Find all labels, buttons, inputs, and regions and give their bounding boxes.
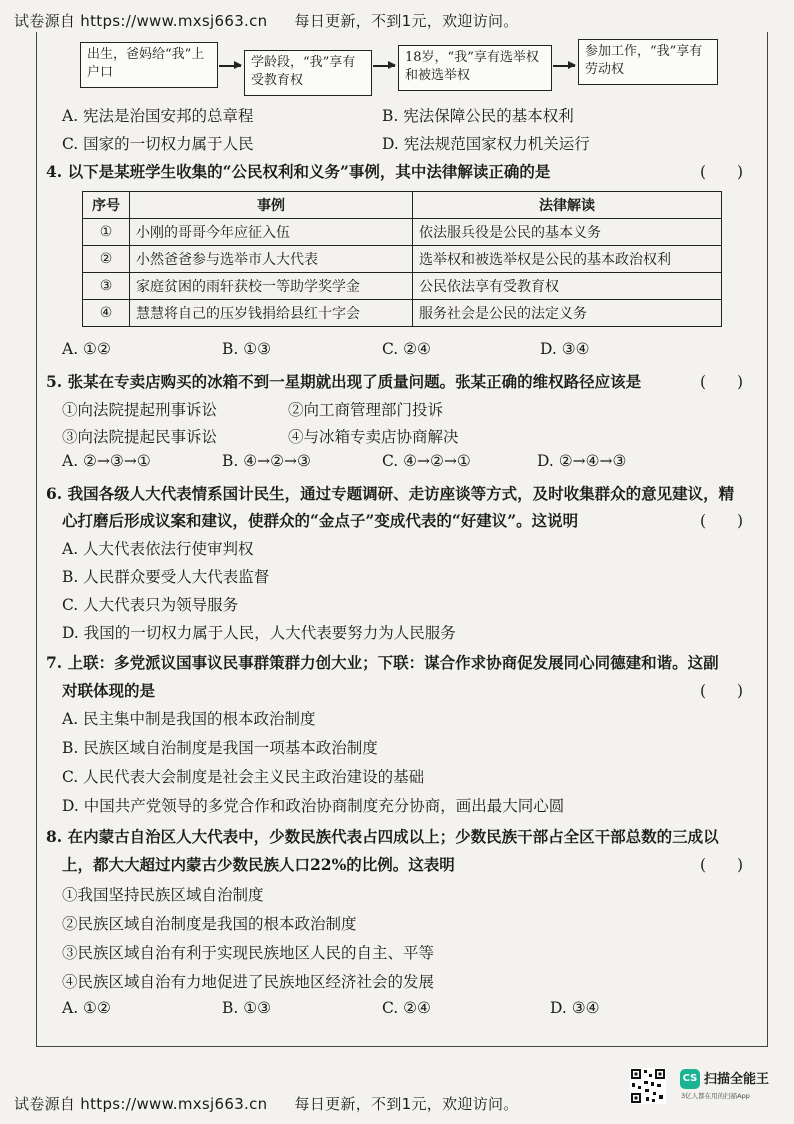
rights-flow-diagram: [0, 42, 794, 102]
q4-table: [82, 191, 722, 327]
q8-option-a[interactable]: A. ①②: [62, 999, 111, 1017]
q3-option-b[interactable]: B. 宪法保障公民的基本权利: [382, 107, 574, 125]
flow-arrow-1: [219, 65, 241, 67]
q5-item-1: ①向法院提起刑事诉讼: [62, 401, 218, 419]
scanner-logo-icon: CS: [680, 1069, 700, 1089]
flow-arrow-3: [553, 65, 575, 67]
q8-stem-line1: 8. 在内蒙古自治区人大代表中，少数民族代表占四成以上；少数民族干部占全区干部总数的三成以: [46, 827, 719, 846]
q7-answer-paren[interactable]: ( ): [700, 682, 744, 700]
q7-stem-line1: 7. 上联：多党派议国事议民事群策群力创大业；下联：谋合作求协商促发展同心同德建和谐。这副: [46, 653, 719, 672]
q6-option-b[interactable]: B. 人民群众要受人大代表监督: [62, 568, 270, 586]
q4-option-a[interactable]: A. ①②: [62, 340, 111, 358]
q8-item-3: ③民族区域自治有利于实现民族地区人民的自主、平等: [62, 944, 435, 962]
page-header: [14, 10, 519, 31]
q7-option-b[interactable]: B. 民族区域自治制度是我国一项基本政治制度: [62, 739, 378, 757]
q5-answer-paren[interactable]: ( ): [700, 373, 744, 391]
q8-option-d[interactable]: D. ③④: [550, 999, 600, 1017]
flow-step-1: 出生，爸妈给“我”上户口: [80, 42, 218, 88]
q4-answer-paren[interactable]: ( ): [700, 163, 744, 181]
flow-step-2: 学龄段，“我”享有受教育权: [244, 50, 372, 96]
table-cell-num: ①: [83, 219, 130, 246]
table-row: [83, 300, 722, 327]
table-cell-event: 小刚的哥哥今年应征入伍: [130, 219, 413, 246]
footer-url[interactable]: https://www.mxsj663.cn: [80, 1095, 268, 1113]
table-cell-law: 依法服兵役是公民的基本义务: [413, 219, 722, 246]
q4-table-header-row: [83, 192, 722, 219]
q8-item-2: ②民族区域自治制度是我国的根本政治制度: [62, 915, 357, 933]
q6-option-c[interactable]: C. 人大代表只为领导服务: [62, 596, 239, 614]
q4-option-b[interactable]: B. ①③: [222, 340, 272, 358]
q4-option-c[interactable]: C. ②④: [382, 340, 431, 358]
header-url[interactable]: https://www.mxsj663.cn: [80, 12, 268, 30]
scanner-app-name: 扫描全能王: [704, 1072, 770, 1087]
q4-option-d[interactable]: D. ③④: [540, 340, 590, 358]
q3-option-a[interactable]: A. 宪法是治国安邦的总章程: [62, 107, 254, 125]
header-tagline: 每日更新，不到1元，欢迎访问。: [294, 12, 519, 30]
table-cell-event: 慧慧将自己的压岁钱捐给县红十字会: [130, 300, 413, 327]
q6-option-d[interactable]: D. 我国的一切权力属于人民，人大代表要努力为人民服务: [62, 624, 456, 642]
q8-item-4: ④民族区域自治有力地促进了民族地区经济社会的发展: [62, 973, 435, 991]
q7-option-d[interactable]: D. 中国共产党领导的多党合作和政治协商制度充分协商，画出最大同心圆: [62, 797, 565, 815]
q5-option-a[interactable]: A. ②→③→①: [62, 452, 151, 470]
footer-tagline: 每日更新，不到1元，欢迎访问。: [294, 1095, 519, 1113]
q8-option-c[interactable]: C. ②④: [382, 999, 431, 1017]
flow-step-4: 参加工作，“我”享有劳动权: [578, 39, 718, 85]
flow-step-3: 18岁，“我”享有选举权和被选举权: [398, 45, 552, 91]
q8-option-b[interactable]: B. ①③: [222, 999, 272, 1017]
q6-answer-paren[interactable]: ( ): [700, 512, 744, 530]
q4-stem: 4. 以下是某班学生收集的“公民权利和义务”事例，其中法律解读正确的是: [46, 162, 551, 181]
q7-option-a[interactable]: A. 民主集中制是我国的根本政治制度: [62, 710, 316, 728]
q5-stem: 5. 张某在专卖店购买的冰箱不到一星期就出现了质量问题。张某正确的维权路径应该是: [46, 372, 642, 391]
table-cell-event: 小然爸爸参与选举市人大代表: [130, 246, 413, 273]
table-row: [83, 246, 722, 273]
table-cell-num: ④: [83, 300, 130, 327]
table-cell-law: 公民依法享有受教育权: [413, 273, 722, 300]
q5-item-3: ③向法院提起民事诉讼: [62, 428, 218, 446]
q4-table-header-event: 事例: [130, 192, 413, 219]
q6-stem-line1: 6. 我国各级人大代表情系国计民生，通过专题调研、走访座谈等方式，及时收集群众的意见建议，精: [46, 484, 735, 503]
q6-option-a[interactable]: A. 人大代表依法行使审判权: [62, 540, 254, 558]
table-cell-num: ③: [83, 273, 130, 300]
q8-answer-paren[interactable]: ( ): [700, 856, 744, 874]
q8-item-1: ①我国坚持民族区域自治制度: [62, 886, 264, 904]
q7-stem-line2: 对联体现的是: [62, 681, 156, 700]
table-cell-law: 服务社会是公民的法定义务: [413, 300, 722, 327]
table-row: [83, 219, 722, 246]
flow-arrow-2: [373, 65, 395, 67]
footer-source-label: 试卷源自: [14, 1095, 76, 1113]
header-source-label: 试卷源自: [14, 12, 76, 30]
q4-table-header-law: 法律解读: [413, 192, 722, 219]
q7-option-c[interactable]: C. 人民代表大会制度是社会主义民主政治建设的基础: [62, 768, 425, 786]
q5-option-c[interactable]: C. ④→②→①: [382, 452, 471, 470]
q4-table-header-num: 序号: [83, 192, 130, 219]
q3-option-d[interactable]: D. 宪法规范国家权力机关运行: [382, 135, 590, 153]
page-footer: [14, 1093, 519, 1114]
q5-option-b[interactable]: B. ④→②→③: [222, 452, 311, 470]
q8-stem-line2: 上，都大大超过内蒙古少数民族人口22%的比例。这表明: [62, 855, 455, 874]
q5-option-d[interactable]: D. ②→④→③: [537, 452, 627, 470]
table-row: [83, 273, 722, 300]
table-cell-law: 选举权和被选举权是公民的基本政治权利: [413, 246, 722, 273]
q6-stem-line2: 心打磨后形成议案和建议，使群众的“金点子”变成代表的“好建议”。这说明: [62, 511, 579, 530]
table-cell-event: 家庭贫困的雨轩获校一等助学奖学金: [130, 273, 413, 300]
table-cell-num: ②: [83, 246, 130, 273]
qr-code-icon: [630, 1068, 666, 1104]
q5-item-4: ④与冰箱专卖店协商解决: [288, 428, 459, 446]
q5-item-2: ②向工商管理部门投诉: [288, 401, 444, 419]
scanner-app-tagline: 3亿人都在用的扫描App: [681, 1092, 750, 1100]
q3-option-c[interactable]: C. 国家的一切权力属于人民: [62, 135, 254, 153]
